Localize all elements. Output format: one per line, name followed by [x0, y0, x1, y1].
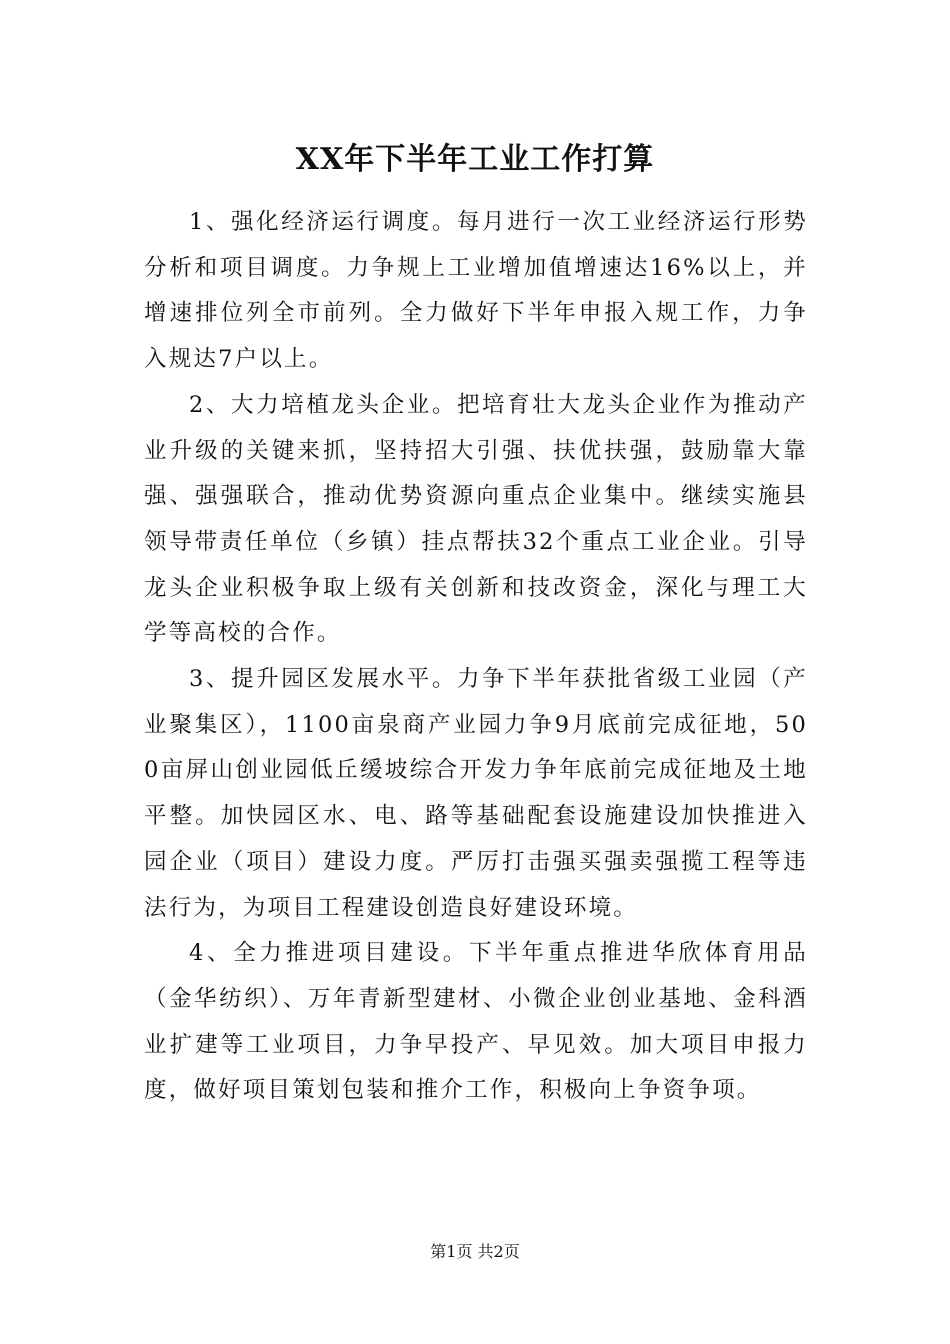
- paragraph-3: 3、提升园区发展水平。力争下半年获批省级工业园（产业聚集区），1100亩泉商产业园力争9月底前完成征地，500亩屏山创业园低丘缓坡综合开发力争年底前完成征地及土地平整。加快园区水、电、路等基础配套设施建设加快推进入园企业（项目）建设力度。严厉打击强买强卖强揽工程等违法行为，为项目工程建设创造良好建设环境。: [144, 666, 808, 921]
- paragraph-2: 2、大力培植龙头企业。把培育壮大龙头企业作为推动产业升级的关键来抓，坚持招大引强、扶优扶强，鼓励靠大靠强、强强联合，推动优势资源向重点企业集中。继续实施县领导带责任单位（乡镇）挂点帮扶32个重点工业企业。引导龙头企业积极争取上级有关创新和技改资金，深化与理工大学等高校的合作。: [144, 391, 808, 647]
- paragraph-1: 1、强化经济运行调度。每月进行一次工业经济运行形势分析和项目调度。力争规上工业增加值增速达16%以上，并增速排位列全市前列。全力做好下半年申报入规工作，力争入规达7户以上。: [144, 209, 808, 373]
- page-footer: 第1页 共2页: [430, 1242, 520, 1261]
- document-title: XX年下半年工业工作打算: [295, 142, 655, 177]
- paragraph-4: 4、全力推进项目建设。下半年重点推进华欣体育用品（金华纺织）、万年青新型建材、小微企业创业基地、金科酒业扩建等工业项目，力争早投产、早见效。加大项目申报力度，做好项目策划包装和推介工作，积极向上争资争项。: [144, 940, 808, 1104]
- document-body: [144, 200, 808, 1114]
